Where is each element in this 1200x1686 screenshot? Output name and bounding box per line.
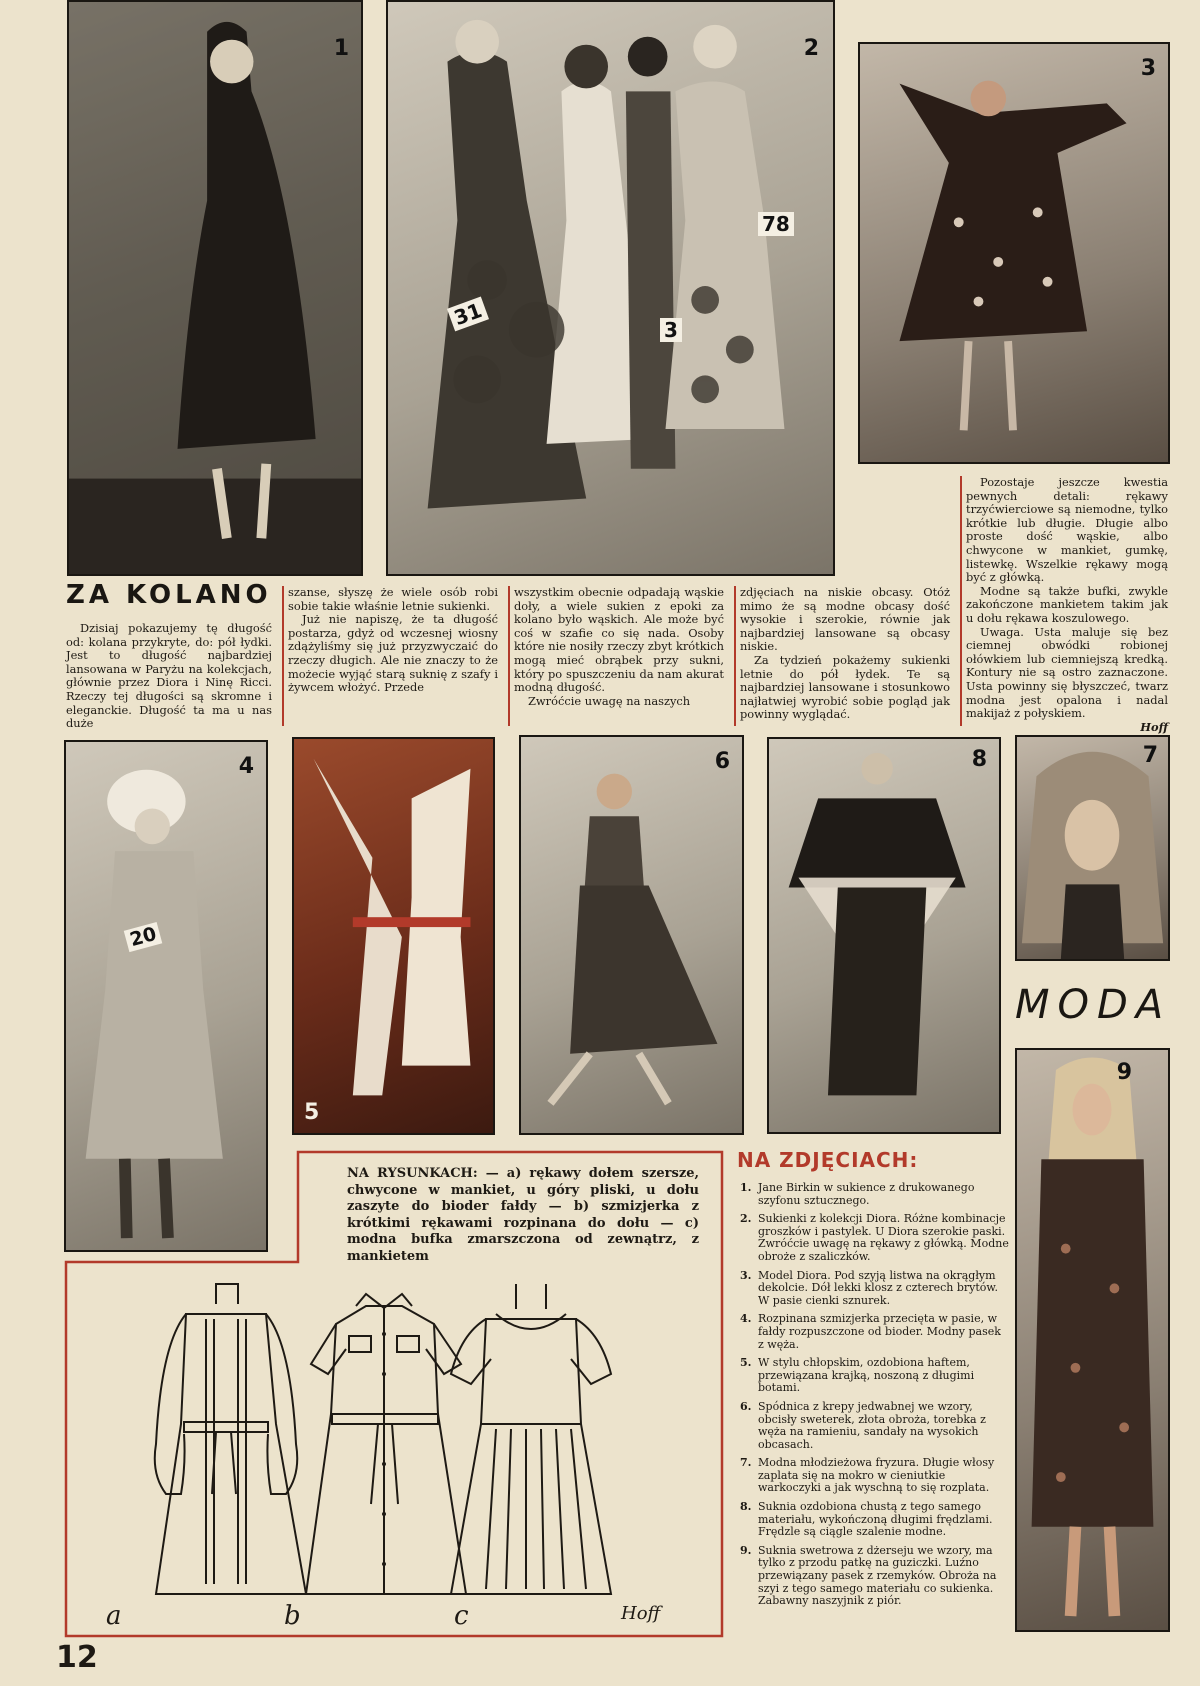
sketch-c-label: c (454, 1601, 469, 1631)
photo-5-peasant-style (292, 737, 495, 1135)
page-number: 12 (56, 1640, 98, 1675)
photo-2-figures (388, 2, 833, 574)
section-title-moda: MODA (1015, 982, 1172, 1028)
photo-2-dior-group (386, 0, 835, 576)
photo-2-number: 2 (803, 36, 819, 61)
photo-9-number: 9 (1116, 1060, 1132, 1085)
photo-5-figures (294, 739, 493, 1133)
captions-title: NA ZDJĘCIACH: (737, 1148, 919, 1172)
article-col5-p2: Modne są także bufki, zwykle zakończone mankietem takim jak u dołu rękawa koszulowego. (966, 583, 1168, 625)
sketch-a-label: a (106, 1601, 122, 1631)
photo-2-tag-31: 31 (447, 297, 489, 332)
photo-9-figure (1017, 1050, 1168, 1630)
caption-item (740, 1313, 1010, 1351)
column-rule-3 (734, 586, 736, 726)
photo-1-number: 1 (333, 36, 349, 61)
sketch-artist-signature: Hoff (621, 1603, 661, 1624)
caption-item (740, 1501, 1010, 1539)
photo-4-figure (66, 742, 266, 1250)
caption-number: 8. (740, 1500, 752, 1514)
article-col5-p3: Uwaga. Usta maluje się bez ciemnej obwódki robionej ołówkiem lub ciemniejszą kredką. Kontury nie są ostro zaznaczone. Usta powinny się błyszczeć, twarz modna jest opalona i nadal makijaż z połyskiem. (966, 624, 1168, 721)
photo-6-crepe-skirt (519, 735, 744, 1135)
sketch-c (451, 1284, 611, 1594)
caption-number: 9. (740, 1543, 752, 1557)
caption-item (740, 1270, 1010, 1308)
photo-8-fringe-shawl (767, 737, 1001, 1134)
photo-9-sweater-dress (1015, 1048, 1170, 1632)
sketch-a (155, 1284, 306, 1594)
caption-text: Model Diora. Pod szyją listwa na okrągłym dekolcie. Dół lekki klosz z czterech brytów. W pasie cienki sznurek. (758, 1268, 999, 1307)
photo-3-figure (860, 44, 1168, 462)
photo-1-figure (69, 2, 361, 574)
caption-text: Sukienki z kolekcji Diora. Różne kombinacje groszków i pastylek. U Diora szerokie paski. Zwróćcie uwagę na rękawy z główką. Modne obroże z szaliczków. (758, 1212, 1009, 1263)
photo-4-number: 4 (238, 754, 254, 779)
column-rule-1 (282, 586, 284, 726)
caption-text: Suknia ozdobiona chustą z tego samego materiału, wykończoną długimi frędzlami. Frędzle są ciągle szalenie modne. (758, 1500, 993, 1539)
sketch-b-label: b (284, 1601, 301, 1631)
caption-text: Rozpinana szmizjerka przecięta w pasie, w fałdy rozpuszczone od bioder. Modny pasek z węża. (758, 1312, 1001, 1351)
photo-5-number: 5 (304, 1100, 320, 1125)
caption-text: Spódnica z krepy jedwabnej we wzory, obcisły sweterek, złota obroża, torebka z węża na ramieniu, sandały na wysokich obcasach. (758, 1399, 986, 1451)
caption-item (740, 1401, 1010, 1451)
photo-3-number: 3 (1140, 56, 1156, 81)
photo-6-figure (521, 737, 742, 1133)
caption-text: Suknia swetrowa z dżerseju we wzory, ma tylko z przodu patkę na guziczki. Luźno przewiązany pasek z rzemyków. Obroża na szyi z tego samego materiału co sukienka. Zabawny naszyjnik z piór. (758, 1543, 997, 1608)
photo-6-number: 6 (714, 749, 730, 774)
article-signature: Hoff (1140, 719, 1168, 734)
caption-number: 6. (740, 1399, 752, 1413)
caption-item (740, 1357, 1010, 1395)
photo-4-shirtdress (64, 740, 268, 1252)
article-col2-p2: Już nie napiszę, że ta długość postarza, gdyż od wczesnej wiosny zdążyliśmy się już przyzwyczaić do rzeczy długich. Ale nie znaczy to że możecie wyjąć starą suknię z szafy i żywcem włożyć. Przede (288, 612, 498, 695)
drawings-description: NA RYSUNKACH: — a) rękawy dołem szersze, chwycone w mankiet, u góry pliski, u dołu zaszyte do bioder fałdy — b) szmizjerka z krótkimi rękawami rozpinana do dołu — c) modna bufka zmarszczona od zewnątrz, z mankietem (347, 1166, 699, 1264)
caption-item (740, 1213, 1010, 1263)
caption-item (740, 1545, 1010, 1608)
article-column-3 (514, 586, 724, 708)
photo-7-figure (1017, 737, 1168, 959)
article-column-2 (288, 586, 498, 695)
photo-8-figure (769, 739, 999, 1132)
column-rule-4 (960, 476, 962, 726)
article-col3-p1: wszystkim obecnie odpadają wąskie doły, a wiele sukien z epoki za kolano było wąskich. Ale może być coś w szafie co się nada. Osoby które nie nosiły rzeczy zbyt krótkich mogą mieć obrąbek przy sukni, który po spuszczeniu da nam akurat modną długość. (514, 585, 724, 695)
sketch-b (306, 1294, 466, 1594)
article-col5-p1: Pozostaje jeszcze kwestia pewnych detali: rękawy trzyćwierciowe są niemodne, tylko krótkie lub długie. Długie albo proste dość wąskie, albo chwycone w mankiet, gumkę, listewkę. Wszelkie rękawy mogą być z główką. (966, 475, 1168, 585)
caption-text: W stylu chłopskim, ozdobiona haftem, przewiązana krajką, noszoną z długimi botami. (758, 1356, 975, 1395)
article-col4-p2: Za tydzień pokażemy sukienki letnie do pół łydek. Te są najbardziej lansowane i stosunkowo najłatwiej wyrobić sobie pogląd jak powinny wyglądać. (740, 652, 950, 722)
photo-7-hairstyle (1015, 735, 1170, 961)
article-col2-p1: szanse, słyszę że wiele osób robi sobie takie właśnie letnie sukienki. (288, 585, 498, 613)
photo-7-number: 7 (1142, 743, 1158, 768)
caption-text: Jane Birkin w sukience z drukowanego szyfonu sztucznego. (758, 1181, 975, 1207)
caption-number: 7. (740, 1456, 752, 1470)
column-rule-2 (508, 586, 510, 726)
article-col4-p1: zdjęciach na niskie obcasy. Otóż mimo że są modne obcasy dość wysokie i szerokie, równie jak najbardziej lansowane są obcasy niskie. (740, 585, 950, 654)
article-column-1 (66, 622, 272, 731)
caption-number: 4. (740, 1312, 752, 1326)
photo-3-dior-model (858, 42, 1170, 464)
dress-sketches (66, 1264, 722, 1634)
article-column-5 (966, 476, 1168, 734)
article-col3-p2: Zwróćcie uwagę na naszych (528, 693, 691, 708)
photo-2-tag-78: 78 (758, 212, 794, 236)
article-headline: ZA KOLANO (66, 580, 272, 610)
article-column-4 (740, 586, 950, 722)
caption-text: Modna młodzieżowa fryzura. Długie włosy zaplata się na mokro w cieniutkie warkoczyki a jak wyschną to się rozplata. (758, 1456, 995, 1495)
article-col1-text: Dzisiaj pokazujemy tę długość od: kolana przykryte, do: pół łydki. Jest to długość najbardziej lansowana w Paryżu na kolekcjach, głównie przez Diora i Ninę Ricci. Rzeczy tej długości są skromne i eleganckie. Długość ta ma u nas duże (66, 621, 272, 731)
caption-item (740, 1457, 1010, 1495)
caption-item (740, 1182, 1010, 1207)
caption-number: 2. (740, 1212, 752, 1226)
caption-number: 3. (740, 1268, 752, 1282)
photo-2-tag-3: 3 (660, 318, 682, 342)
captions-list (740, 1182, 1010, 1614)
caption-number: 1. (740, 1181, 752, 1194)
photo-4-tag-20: 20 (124, 922, 163, 952)
photo-1-jane-birkin (67, 0, 363, 576)
photo-8-number: 8 (971, 747, 987, 772)
caption-number: 5. (740, 1356, 752, 1370)
